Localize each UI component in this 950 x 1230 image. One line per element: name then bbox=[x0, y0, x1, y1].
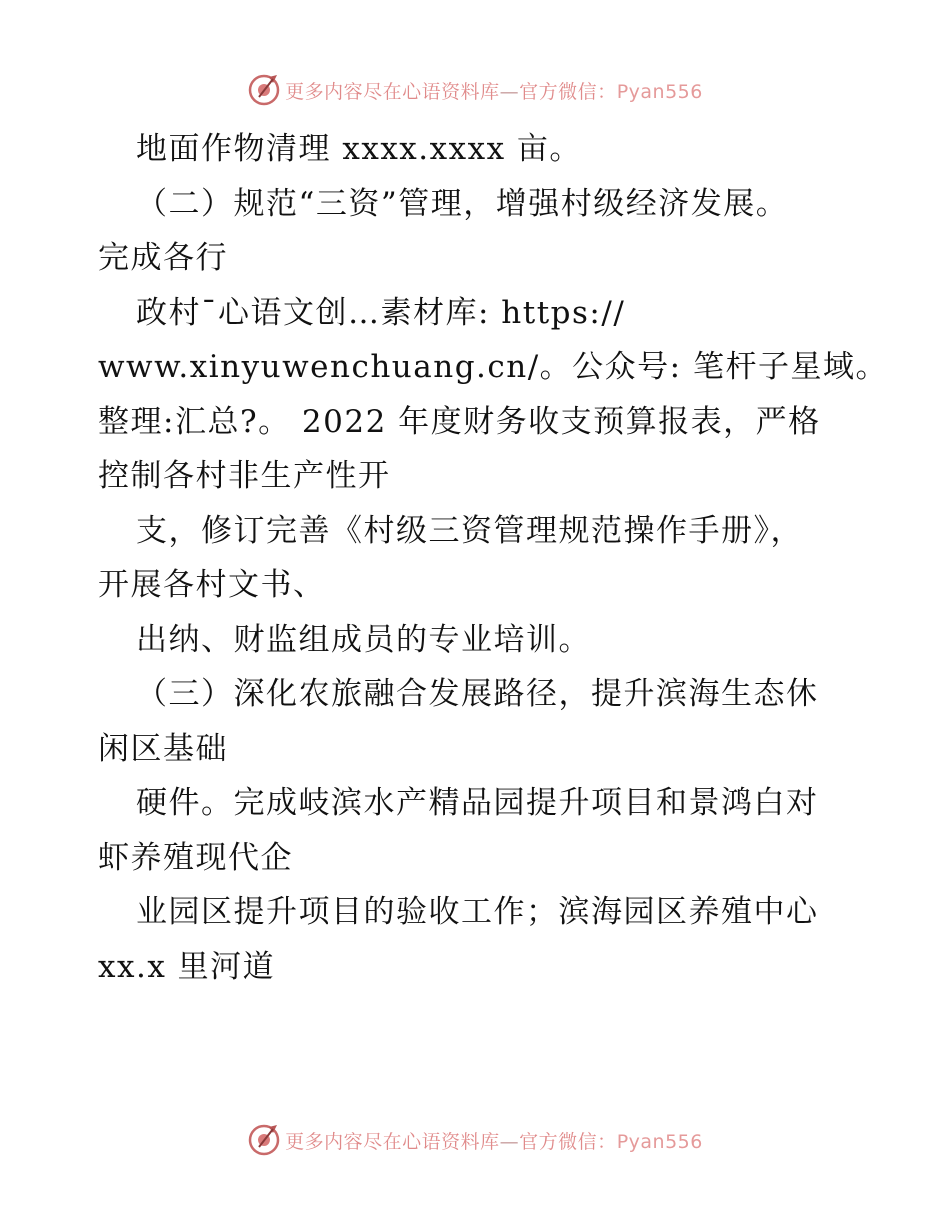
text-line: 开展各村文书、 bbox=[98, 567, 326, 603]
watermark-text bbox=[285, 77, 703, 104]
watermark-separator: — bbox=[499, 80, 520, 103]
quill-logo-icon bbox=[247, 73, 281, 107]
document-body bbox=[98, 122, 888, 994]
text-line: 整理:汇总?。 2022 年度财务收支预算报表，严格 bbox=[98, 403, 821, 440]
text-line: xx.x 里河道 bbox=[98, 948, 276, 985]
text-line: 虾养殖现代企 bbox=[98, 839, 293, 876]
text-line: 硬件。完成岐滨水产精品园提升项目和景鸿白对 bbox=[136, 785, 819, 821]
text-line: 业园区提升项目的验收工作；滨海园区养殖中心 bbox=[136, 894, 819, 930]
text-line: 地面作物清理 xxxx.xxxx 亩。 bbox=[136, 131, 582, 167]
text-line: www.xinyuwenchuang.cn/。公众号: 笔杆子星域。 bbox=[98, 349, 888, 385]
watermark-separator: — bbox=[499, 1130, 520, 1153]
header-watermark bbox=[0, 70, 950, 110]
quill-logo-icon bbox=[247, 1123, 281, 1157]
text-line: 控制各村非生产性开 bbox=[98, 458, 391, 494]
text-line: 政村¯心语文创…素材库: https:// bbox=[136, 294, 626, 331]
watermark-wechat-label: 官方微信： bbox=[519, 1130, 617, 1153]
watermark-wechat-label: 官方微信： bbox=[519, 80, 617, 103]
watermark-main-text: 更多内容尽在心语资料库 bbox=[285, 1130, 500, 1153]
text-line: 出纳、财监组成员的专业培训。 bbox=[136, 621, 591, 658]
text-line: 完成各行 bbox=[98, 240, 228, 276]
text-line: （二）规范“三资”管理，增强村级经济发展。 bbox=[136, 185, 789, 222]
text-line: （三）深化农旅融合发展路径，提升滨海生态休 bbox=[136, 676, 819, 712]
footer-watermark bbox=[0, 1120, 950, 1160]
watermark-wechat-id: Pyan556 bbox=[616, 1130, 703, 1153]
text-line: 闲区基础 bbox=[98, 730, 228, 767]
text-line: 支，修订完善《村级三资管理规范操作手册》， bbox=[136, 512, 803, 549]
watermark-wechat-id: Pyan556 bbox=[616, 80, 703, 103]
watermark-text bbox=[285, 1127, 703, 1154]
watermark-main-text: 更多内容尽在心语资料库 bbox=[285, 80, 500, 103]
